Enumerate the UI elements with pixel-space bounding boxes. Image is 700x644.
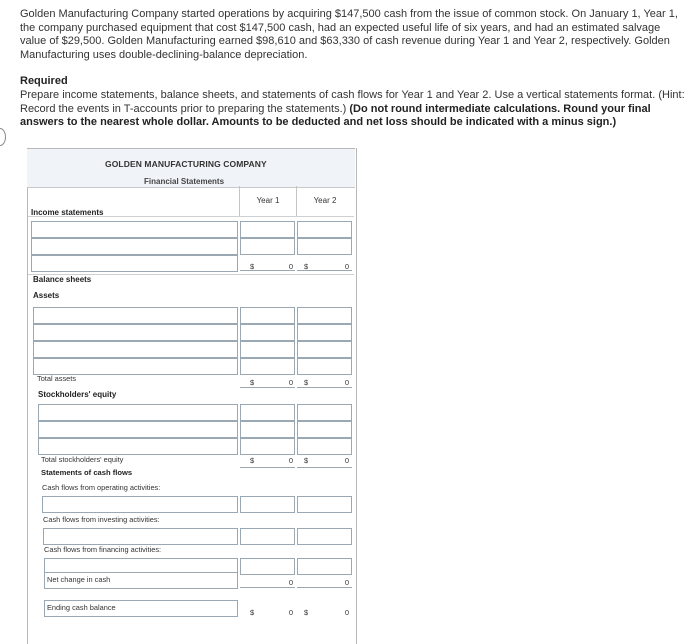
equity-line-label[interactable] xyxy=(38,404,238,421)
statement-subtitle: Financial Statements xyxy=(144,177,225,186)
asset-line-year2-input[interactable] xyxy=(297,307,352,324)
dollar-sign: $ xyxy=(250,608,255,617)
column-divider xyxy=(239,186,240,216)
ending-cash-label: Ending cash balance xyxy=(47,603,116,612)
balance-sheets-label: Balance sheets xyxy=(33,275,92,284)
total-assets-year1-value: 0 xyxy=(288,378,293,387)
required-instructions xyxy=(20,89,688,130)
cash-flows-label: Statements of cash flows xyxy=(41,468,133,477)
investing-line-label[interactable] xyxy=(43,528,238,545)
dollar-sign: $ xyxy=(304,262,309,271)
total-equity-label: Total stockholders' equity xyxy=(41,455,124,464)
asset-line-year2-input[interactable] xyxy=(297,324,352,341)
asset-line-label[interactable] xyxy=(33,341,238,358)
question-intro: Golden Manufacturing Company started operations by acquiring $147,500 cash from the issue of common stock. On January 1, Year 1, the company purchased equipment that cost $147,500 cash, had an expected useful life of six years, and had an estimated salvage value of $29,500. Golden Manufacturing earned $98,610 and $63,330 of cash revenue during Year 1 and Year 2, respectively. Golden Manufacturing uses double-declining-balance depreciation. xyxy=(20,8,678,61)
income-line-year1-input[interactable] xyxy=(240,221,295,238)
operating-line-year1-input[interactable] xyxy=(240,496,295,513)
equity-line-label[interactable] xyxy=(38,438,238,455)
equity-line-label[interactable] xyxy=(38,421,238,438)
income-statements-label: Income statements xyxy=(31,208,104,217)
side-marker xyxy=(0,128,6,146)
total-equity-year2-value: 0 xyxy=(344,456,349,465)
dollar-sign: $ xyxy=(250,262,255,271)
equity-line-year2-input[interactable] xyxy=(297,421,352,438)
required-bold-text: (Do not round intermediate calculations. Round your final answers to the nearest whole dollar. Amounts to be deducted and net loss should be indicated with a minus sign.) xyxy=(20,102,651,129)
net-change-year2-value: 0 xyxy=(344,578,349,587)
question-text xyxy=(20,8,688,130)
asset-line-label[interactable] xyxy=(33,307,238,324)
financing-activities-label: Cash flows from financing activities: xyxy=(44,545,162,554)
net-change-label: Net change in cash xyxy=(47,575,111,584)
income-line-label[interactable] xyxy=(31,221,238,238)
asset-line-label[interactable] xyxy=(33,324,238,341)
dollar-sign: $ xyxy=(304,456,309,465)
required-text: Prepare income statements, balance sheets, and statements of cash flows for Year 1 and Year 2. Use a vertical statements format. (Hint: Record the events in T-accounts prior to preparing the statements.) xyxy=(20,88,685,115)
net-income-year1-value: 0 xyxy=(288,262,293,271)
income-line-year1-input[interactable] xyxy=(240,238,295,255)
asset-line-year2-input[interactable] xyxy=(297,341,352,358)
asset-line-year1-input[interactable] xyxy=(240,341,295,358)
dollar-sign: $ xyxy=(250,456,255,465)
equity-line-year2-input[interactable] xyxy=(297,404,352,421)
ending-cash-year1-value: 0 xyxy=(288,608,293,617)
column-year-2: Year 2 xyxy=(313,196,337,205)
equity-line-year1-input[interactable] xyxy=(240,404,295,421)
dollar-sign: $ xyxy=(304,378,309,387)
total-assets-label: Total assets xyxy=(37,374,77,383)
income-line-year2-input[interactable] xyxy=(297,221,352,238)
ending-cash-year2-value: 0 xyxy=(344,608,349,617)
required-heading: Required xyxy=(20,75,68,88)
total-equity-year1-value: 0 xyxy=(288,456,293,465)
column-divider xyxy=(296,186,297,216)
dollar-sign: $ xyxy=(304,608,309,617)
total-assets-year2-value: 0 xyxy=(344,378,349,387)
investing-line-year2-input[interactable] xyxy=(297,528,352,545)
statement-header xyxy=(27,148,355,188)
net-income-year2-value: 0 xyxy=(344,262,349,271)
operating-line-label[interactable] xyxy=(42,496,238,513)
net-income-label[interactable] xyxy=(31,255,238,272)
equity-line-year1-input[interactable] xyxy=(240,421,295,438)
investing-line-year1-input[interactable] xyxy=(240,528,295,545)
column-year-1: Year 1 xyxy=(256,196,280,205)
company-name: GOLDEN MANUFACTURING COMPANY xyxy=(105,159,267,169)
dollar-sign: $ xyxy=(250,378,255,387)
income-line-label[interactable] xyxy=(31,238,238,255)
asset-line-year1-input[interactable] xyxy=(240,307,295,324)
assets-label: Assets xyxy=(33,291,60,300)
operating-line-year2-input[interactable] xyxy=(297,496,352,513)
stockholders-equity-label: Stockholders' equity xyxy=(38,390,117,399)
asset-line-label[interactable] xyxy=(33,358,238,375)
investing-activities-label: Cash flows from investing activities: xyxy=(43,515,160,524)
asset-line-year1-input[interactable] xyxy=(240,324,295,341)
net-change-year1-value: 0 xyxy=(288,578,293,587)
income-line-year2-input[interactable] xyxy=(297,238,352,255)
operating-activities-label: Cash flows from operating activities: xyxy=(42,483,161,492)
